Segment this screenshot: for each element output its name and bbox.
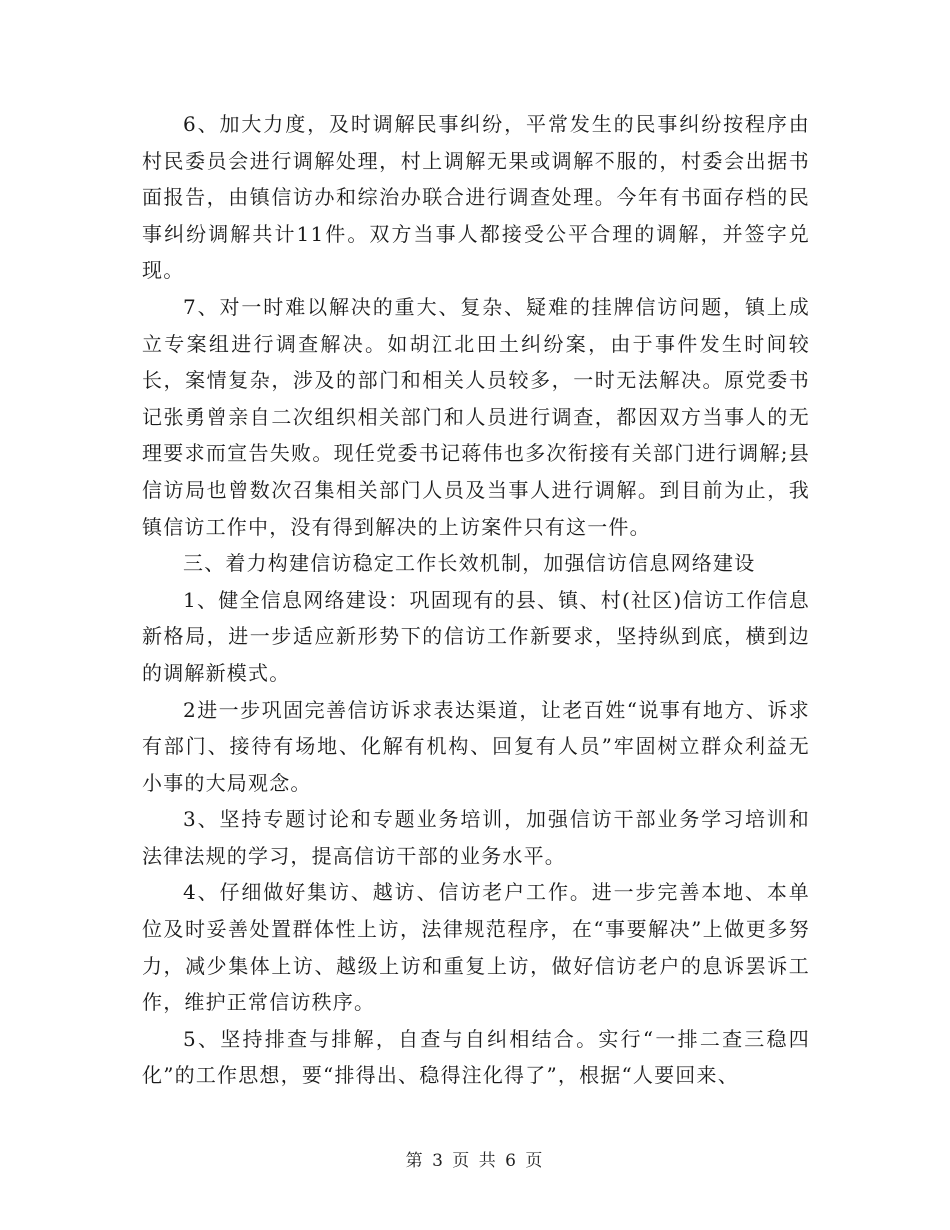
document-body (142, 106, 810, 1094)
paragraph-item-5: 5、坚持排查与排解，自查与自纠相结合。实行“一排二查三稳四化”的工作思想，要“排得出、稳得注化得了”，根据“人要回来、 (142, 1026, 810, 1088)
paragraph-item-2: 2进一步巩固完善信访诉求表达渠道，让老百姓“说事有地方、诉求有部门、接待有场地、化解有机构、回复有人员”牢固树立群众利益无小事的大局观念。 (142, 697, 810, 795)
paragraph-item-3: 3、坚持专题讨论和专题业务培训，加强信访干部业务学习培训和法律法规的学习，提高信访干部的业务水平。 (142, 807, 810, 868)
paragraph-item-1: 1、健全信息网络建设：巩固现有的县、镇、村(社区)信访工作信息新格局，进一步适应新形势下的信访工作新要求，坚持纵到底，横到边的调解新模式。 (142, 587, 810, 685)
paragraph-item-4: 4、仔细做好集访、越访、信访老户工作。进一步完善本地、本单位及时妥善处置群体性上访，法律规范程序，在“事要解决”上做更多努力，减少集体上访、越级上访和重复上访，做好信访老户的息诉罢诉工作，维护正常信访秩序。 (142, 880, 810, 1015)
paragraph-item-6: 6、加大力度，及时调解民事纠纷，平常发生的民事纠纷按程序由村民委员会进行调解处理，村上调解无果或调解不服的，村委会出据书面报告，由镇信访办和综治办联合进行调查处理。今年有书面存档的民事纠纷调解共计11件。双方当事人都接受公平合理的调解，并签字兑现。 (142, 112, 810, 283)
section-heading-3: 三、着力构建信访稳定工作长效机制，加强信访信息网络建设 (183, 551, 756, 576)
page-number-footer: 第 3 页 共 6 页 (405, 1151, 545, 1171)
paragraph-item-7: 7、对一时难以解决的重大、复杂、疑难的挂牌信访问题，镇上成立专案组进行调查解决。如胡江北田土纠纷案，由于事件发生时间较长，案情复杂，涉及的部门和相关人员较多，一时无法解决。原党委书记张勇曾亲自二次组织相关部门和人员进行调查，都因双方当事人的无理要求而宣告失败。现任党委书记蒋伟也多次衔接有关部门进行调解;县信访局也曾数次召集相关部门人员及当事人进行调解。到目前为止，我镇信访工作中，没有得到解决的上访案件只有这一件。 (142, 294, 810, 539)
